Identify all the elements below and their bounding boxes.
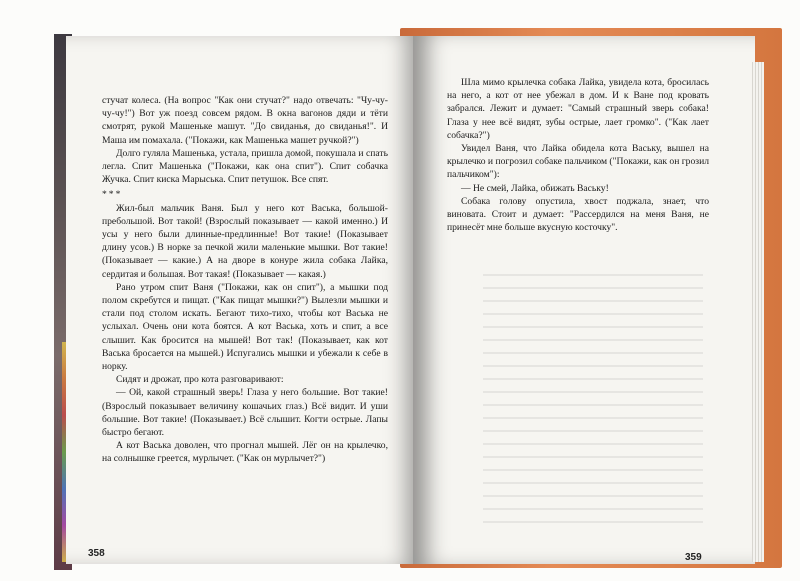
paragraph: А кот Васька доволен, что прогнал мышей. Лёг он на крылечко, на солнышке греется, мурлычет. ("Как он мурлычет?") [102,440,388,465]
left-page-text [102,94,388,466]
open-book [30,22,782,570]
paragraph: — Не смей, Лайка, обижать Ваську! [461,182,609,194]
bleed-through-text [483,274,703,534]
paragraph: *** [102,189,123,201]
paragraph: — Ой, какой страшный зверь! Глаза у него большие. Вот такие! (Взрослый показывает величину кошачьих глаз.) Всё видит. И уши большие. Вот такие! (Показывает.) Всё слышит. Когти острые. Лапы быстро бегают. [102,387,388,439]
paragraph: Сидят и дрожат, про кота разговаривают: [116,374,284,386]
paragraph: Жил-был мальчик Ваня. Был у него кот Васька, большой-пребольшой. Вот такой! (Взрослый показывает — какой именно.) И усы у него были длинные-предлинные! Вот такие! (Показывает длину усов.) В норке за печкой жили маленькие мышки. Вот такие! (Показывает — какие.) А на дворе в конуре жила собака Лайка, сердитая и большая. Вот такая! (Показывает — какая.) [102,202,388,280]
right-page-number: 359 [685,552,702,563]
right-page [413,36,755,564]
paragraph: стучат колеса. (На вопрос "Как они стучат?" надо отвечать: "Чу-чу-чу-чу!") Вот уж поезд совсем рядом. В окна вагонов дяди и тёти смотрят, рукой Машеньке машут. "До свиданья, до свиданья!". И Маша им помахала. ("Покажи, как Машенька машет ручкой?") [102,95,388,146]
paragraph: Рано утром спит Ваня ("Покажи, как он спит"), а мышки под полом скребутся и пищат. ("Как пищат мышки?") Вылезли мышки и стали под столом искать. Бегают тихо-тихо, чтобы кот Васька не услыхал. Очень они кота боятся. А кот Васька, хоть и спит, а все слышит. Как бросится на мышей! Вот так! (Показывает, как кот Васька бросается на мышей.) Испугались мышки и убежали к себе в норку. [102,281,388,373]
paragraph: Собака голову опустила, хвост поджала, знает, что виновата. Стоит и думает: "Рассердился на меня Ваня, не принесёт мне больше вкусную косточку". [447,195,709,234]
page-stack-edge [752,62,764,562]
paragraph: Увидел Ваня, что Лайка обидела кота Ваську, вышел на крылечко и погрозил собаке пальчиком ("Покажи, как он грозил пальчиком"): [447,143,709,181]
left-page [66,36,416,564]
right-page-text [447,76,709,234]
paragraph: Шла мимо крылечка собака Лайка, увидела кота, бросилась на него, а кот от нее убежал в дом. И к Ване под кровать забрался. Лежит и думает: "Самый страшный зверь собака! Глаза у нее всё видят, зубы острые, лает громко". ("Как лает собачка?") [447,77,709,141]
left-page-number: 358 [88,548,105,559]
paragraph: Долго гуляла Машенька, устала, пришла домой, покушала и спать легла. Спит Машенька ("Покажи, как она спит"). Спит собачка Жучка. Спит киска Марыська. Спит петушок. Все спят. [102,147,388,186]
